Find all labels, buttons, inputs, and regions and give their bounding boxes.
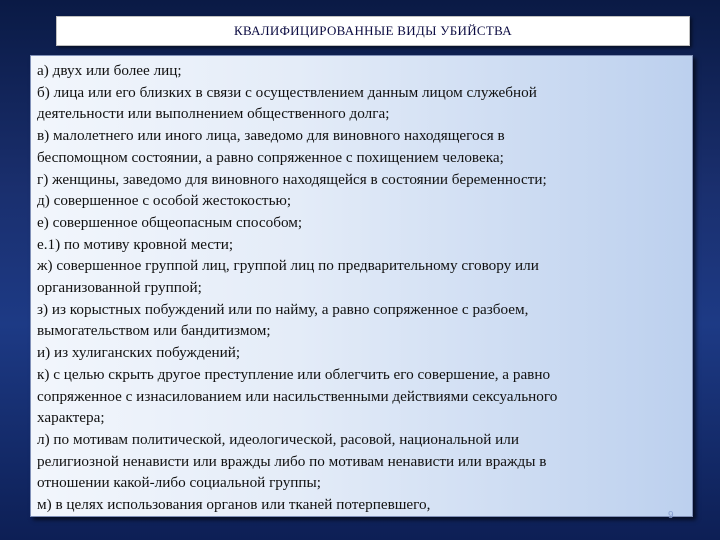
text-line: отношении какой-либо социальной группы;	[37, 474, 321, 492]
text-line: деятельности или выполнением общественного долга;	[37, 105, 390, 123]
text-line: вымогательством или бандитизмом;	[37, 322, 271, 340]
text-line: м) в целях использования органов или тканей потерпевшего,	[37, 496, 431, 514]
content-box	[30, 55, 693, 517]
title-box	[56, 16, 690, 46]
text-line: е.1) по мотиву кровной мести;	[37, 235, 234, 253]
text-line: л) по мотивам политической, идеологической, расовой, национальной или	[37, 430, 519, 448]
text-line: религиозной ненависти или вражды либо по мотивам ненависти или вражды в	[37, 452, 547, 470]
text-line: сопряженное с изнасилованием или насильственными действиями сексуального	[37, 387, 558, 405]
page-number: 9	[668, 510, 674, 521]
text-line: ж) совершенное группой лиц, группой лиц по предварительному сговору или	[37, 257, 539, 275]
text-line: г) женщины, заведомо для виновного находящейся в состоянии беременности;	[37, 170, 547, 188]
text-line: а) двух или более лиц;	[37, 62, 182, 79]
text-line: характера;	[37, 409, 105, 427]
text-line: е) совершенное общеопасным способом;	[37, 213, 303, 231]
text-line: организованной группой;	[37, 279, 202, 297]
text-line: б) лица или его близких в связи с осуществлением данным лицом служебной	[37, 83, 537, 101]
text-line: к) с целью скрыть другое преступление или облегчить его совершение, а равно	[37, 365, 551, 383]
text-line: д) совершенное с особой жестокостью;	[37, 192, 292, 210]
text-line: беспомощном состоянии, а равно сопряженное с похищением человека;	[37, 148, 504, 166]
text-line: и) из хулиганских побуждений;	[37, 344, 241, 362]
slide-title: КВАЛИФИЦИРОВАННЫЕ ВИДЫ УБИЙСТВА	[234, 23, 512, 38]
text-line: в) малолетнего или иного лица, заведомо для виновного находящегося в	[37, 127, 505, 145]
text-line: з) из корыстных побуждений или по найму, а равно сопряженное с разбоем,	[37, 300, 529, 318]
